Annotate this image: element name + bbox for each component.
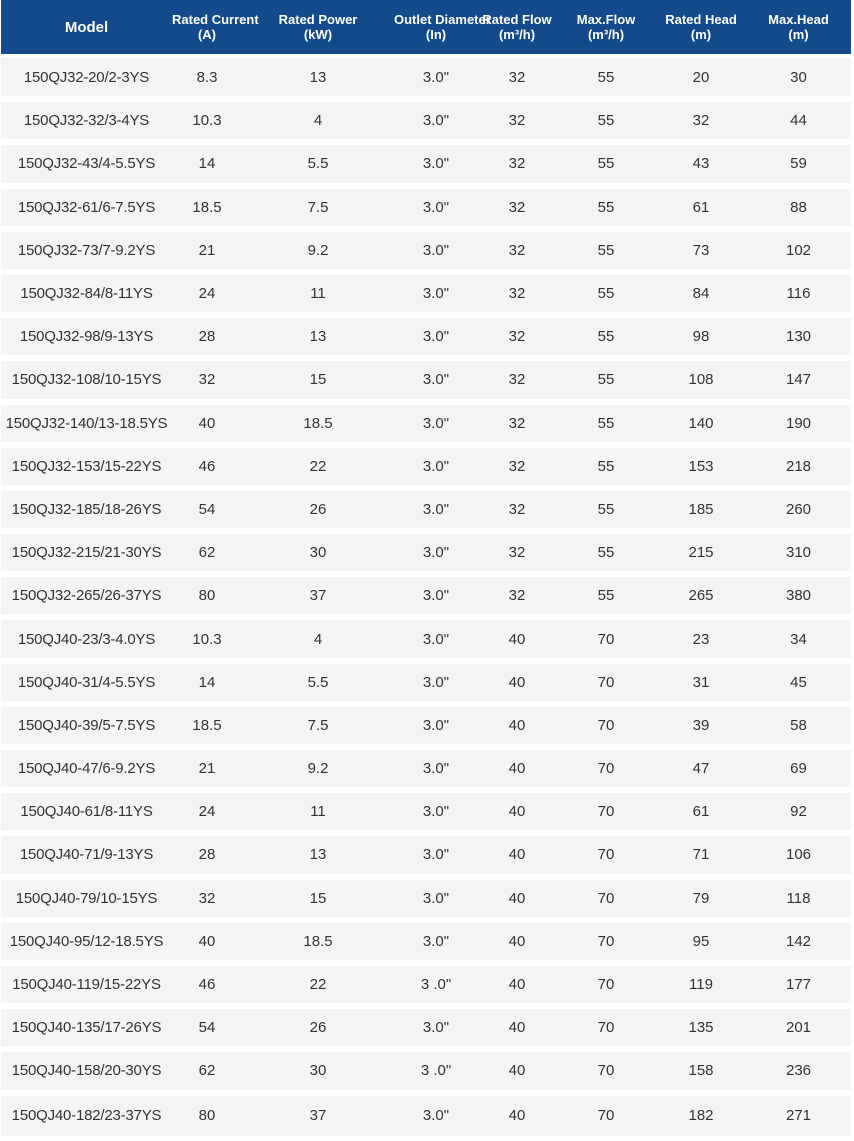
outlet-diameter-cell: 3.0" bbox=[394, 531, 478, 574]
outlet-diameter-cell: 3.0" bbox=[394, 1093, 478, 1136]
rated-power-cell: 15 bbox=[242, 358, 394, 401]
rated-flow-cell: 32 bbox=[478, 445, 556, 488]
rated-current-cell: 62 bbox=[172, 1049, 242, 1092]
max-head-header-label: Max.Head bbox=[768, 12, 829, 27]
rated-flow-header-unit: (m³/h) bbox=[498, 27, 536, 42]
rated-power-cell: 26 bbox=[242, 488, 394, 531]
rated-power-cell: 7.5 bbox=[242, 186, 394, 229]
model-cell: 150QJ32-43/4-5.5YS bbox=[1, 142, 172, 185]
max-flow-cell: 55 bbox=[556, 315, 656, 358]
rated-head-cell: 43 bbox=[656, 142, 746, 185]
max-head-header bbox=[746, 0, 851, 56]
max-flow-cell: 70 bbox=[556, 790, 656, 833]
model-cell: 150QJ32-108/10-15YS bbox=[1, 358, 172, 401]
max-flow-cell: 55 bbox=[556, 402, 656, 445]
rated-flow-cell: 32 bbox=[478, 186, 556, 229]
rated-flow-cell: 40 bbox=[478, 963, 556, 1006]
max-head-cell: 271 bbox=[746, 1093, 851, 1136]
rated-current-cell: 54 bbox=[172, 1006, 242, 1049]
rated-head-header-unit: (m) bbox=[690, 27, 712, 42]
rated-current-cell: 14 bbox=[172, 142, 242, 185]
rated-current-cell: 14 bbox=[172, 661, 242, 704]
rated-flow-cell: 40 bbox=[478, 1049, 556, 1092]
model-cell: 150QJ32-140/13-18.5YS bbox=[1, 402, 172, 445]
max-head-cell: 102 bbox=[746, 229, 851, 272]
rated-head-cell: 79 bbox=[656, 877, 746, 920]
rated-flow-header-label: Rated Flow bbox=[482, 12, 552, 27]
model-cell: 150QJ32-84/8-11YS bbox=[1, 272, 172, 315]
rated-flow-cell: 32 bbox=[478, 229, 556, 272]
rated-head-cell: 61 bbox=[656, 186, 746, 229]
max-head-cell: 44 bbox=[746, 99, 851, 142]
outlet-diameter-header-unit: (In) bbox=[425, 27, 447, 42]
rated-current-header-label: Rated Current bbox=[172, 12, 259, 27]
rated-head-header-label: Rated Head bbox=[665, 12, 737, 27]
max-flow-cell: 55 bbox=[556, 229, 656, 272]
outlet-diameter-cell: 3.0" bbox=[394, 402, 478, 445]
rated-current-header bbox=[172, 0, 259, 56]
model-cell: 150QJ40-71/9-13YS bbox=[1, 833, 172, 876]
rated-power-cell: 15 bbox=[242, 877, 394, 920]
rated-flow-cell: 40 bbox=[478, 920, 556, 963]
table-row bbox=[1, 315, 851, 358]
rated-power-cell: 9.2 bbox=[242, 747, 394, 790]
max-flow-cell: 55 bbox=[556, 358, 656, 401]
max-head-cell: 260 bbox=[746, 488, 851, 531]
rated-power-cell: 11 bbox=[242, 272, 394, 315]
rated-head-cell: 23 bbox=[656, 617, 746, 660]
outlet-diameter-cell: 3.0" bbox=[394, 1006, 478, 1049]
rated-current-cell: 46 bbox=[172, 963, 242, 1006]
rated-head-cell: 31 bbox=[656, 661, 746, 704]
max-flow-cell: 70 bbox=[556, 1049, 656, 1092]
rated-current-cell: 10.3 bbox=[172, 617, 242, 660]
max-flow-cell: 70 bbox=[556, 1093, 656, 1136]
rated-current-cell: 32 bbox=[172, 358, 242, 401]
max-flow-cell: 70 bbox=[556, 661, 656, 704]
rated-current-cell: 18.5 bbox=[172, 704, 242, 747]
model-header bbox=[1, 0, 172, 56]
table-row bbox=[1, 1049, 851, 1092]
model-cell: 150QJ40-47/6-9.2YS bbox=[1, 747, 172, 790]
rated-head-cell: 84 bbox=[656, 272, 746, 315]
model-cell: 150QJ32-98/9-13YS bbox=[1, 315, 172, 358]
rated-power-cell: 18.5 bbox=[242, 402, 394, 445]
outlet-diameter-cell: 3.0" bbox=[394, 445, 478, 488]
outlet-diameter-cell: 3.0" bbox=[394, 877, 478, 920]
max-flow-cell: 55 bbox=[556, 272, 656, 315]
rated-flow-cell: 32 bbox=[478, 272, 556, 315]
outlet-diameter-cell: 3.0" bbox=[394, 617, 478, 660]
table-row bbox=[1, 488, 851, 531]
rated-flow-cell: 40 bbox=[478, 877, 556, 920]
outlet-diameter-cell: 3.0" bbox=[394, 99, 478, 142]
rated-power-cell: 13 bbox=[242, 833, 394, 876]
max-head-cell: 116 bbox=[746, 272, 851, 315]
model-cell: 150QJ32-61/6-7.5YS bbox=[1, 186, 172, 229]
rated-flow-cell: 32 bbox=[478, 402, 556, 445]
outlet-diameter-cell: 3.0" bbox=[394, 358, 478, 401]
max-head-header-unit: (m) bbox=[788, 27, 809, 42]
table-header bbox=[1, 0, 851, 56]
model-cell: 150QJ40-61/8-11YS bbox=[1, 790, 172, 833]
model-cell: 150QJ32-215/21-30YS bbox=[1, 531, 172, 574]
rated-flow-cell: 40 bbox=[478, 661, 556, 704]
outlet-diameter-cell: 3.0" bbox=[394, 790, 478, 833]
outlet-diameter-cell: 3.0" bbox=[394, 704, 478, 747]
model-cell: 150QJ40-79/10-15YS bbox=[1, 877, 172, 920]
table-row bbox=[1, 56, 851, 99]
table-row bbox=[1, 704, 851, 747]
rated-power-header-label: Rated Power bbox=[278, 12, 358, 27]
model-cell: 150QJ32-20/2-3YS bbox=[1, 56, 172, 99]
table-row bbox=[1, 186, 851, 229]
rated-flow-cell: 40 bbox=[478, 790, 556, 833]
table-row bbox=[1, 1006, 851, 1049]
rated-power-cell: 11 bbox=[242, 790, 394, 833]
rated-head-cell: 71 bbox=[656, 833, 746, 876]
rated-current-cell: 10.3 bbox=[172, 99, 242, 142]
rated-head-cell: 182 bbox=[656, 1093, 746, 1136]
rated-head-cell: 39 bbox=[656, 704, 746, 747]
table-row bbox=[1, 272, 851, 315]
rated-flow-cell: 32 bbox=[478, 142, 556, 185]
rated-head-cell: 32 bbox=[656, 99, 746, 142]
rated-power-cell: 9.2 bbox=[242, 229, 394, 272]
rated-current-cell: 24 bbox=[172, 790, 242, 833]
table-row bbox=[1, 790, 851, 833]
rated-flow-cell: 40 bbox=[478, 704, 556, 747]
rated-current-cell: 28 bbox=[172, 833, 242, 876]
max-head-cell: 88 bbox=[746, 186, 851, 229]
outlet-diameter-cell: 3 .0" bbox=[394, 963, 478, 1006]
max-head-cell: 58 bbox=[746, 704, 851, 747]
model-cell: 150QJ32-185/18-26YS bbox=[1, 488, 172, 531]
rated-current-cell: 80 bbox=[172, 1093, 242, 1136]
outlet-diameter-header-label: Outlet Diameter bbox=[394, 12, 491, 27]
model-cell: 150QJ32-153/15-22YS bbox=[1, 445, 172, 488]
max-head-cell: 201 bbox=[746, 1006, 851, 1049]
max-flow-header-label: Max.Flow bbox=[576, 12, 636, 27]
max-head-cell: 118 bbox=[746, 877, 851, 920]
outlet-diameter-cell: 3.0" bbox=[394, 315, 478, 358]
outlet-diameter-cell: 3.0" bbox=[394, 488, 478, 531]
max-head-cell: 177 bbox=[746, 963, 851, 1006]
max-flow-cell: 55 bbox=[556, 56, 656, 99]
rated-power-cell: 26 bbox=[242, 1006, 394, 1049]
max-head-cell: 218 bbox=[746, 445, 851, 488]
outlet-diameter-cell: 3.0" bbox=[394, 186, 478, 229]
outlet-diameter-cell: 3.0" bbox=[394, 833, 478, 876]
model-cell: 150QJ40-119/15-22YS bbox=[1, 963, 172, 1006]
rated-power-cell: 22 bbox=[242, 445, 394, 488]
max-head-cell: 310 bbox=[746, 531, 851, 574]
max-head-cell: 30 bbox=[746, 56, 851, 99]
rated-power-cell: 5.5 bbox=[242, 142, 394, 185]
outlet-diameter-header bbox=[394, 0, 491, 56]
max-flow-cell: 55 bbox=[556, 488, 656, 531]
rated-head-cell: 265 bbox=[656, 574, 746, 617]
table-row bbox=[1, 142, 851, 185]
rated-flow-cell: 32 bbox=[478, 56, 556, 99]
rated-head-cell: 47 bbox=[656, 747, 746, 790]
rated-power-cell: 4 bbox=[242, 617, 394, 660]
table-row bbox=[1, 402, 851, 445]
rated-power-cell: 37 bbox=[242, 1093, 394, 1136]
max-flow-cell: 55 bbox=[556, 99, 656, 142]
table-row bbox=[1, 617, 851, 660]
table-body bbox=[1, 56, 851, 1136]
rated-current-cell: 21 bbox=[172, 229, 242, 272]
model-cell: 150QJ32-32/3-4YS bbox=[1, 99, 172, 142]
max-flow-cell: 70 bbox=[556, 833, 656, 876]
table-row bbox=[1, 963, 851, 1006]
table-row bbox=[1, 531, 851, 574]
rated-power-cell: 7.5 bbox=[242, 704, 394, 747]
table-row bbox=[1, 574, 851, 617]
rated-power-cell: 30 bbox=[242, 531, 394, 574]
rated-power-cell: 37 bbox=[242, 574, 394, 617]
rated-power-cell: 30 bbox=[242, 1049, 394, 1092]
rated-flow-cell: 40 bbox=[478, 1093, 556, 1136]
outlet-diameter-cell: 3.0" bbox=[394, 574, 478, 617]
outlet-diameter-cell: 3.0" bbox=[394, 229, 478, 272]
max-flow-cell: 70 bbox=[556, 747, 656, 790]
rated-flow-header bbox=[478, 0, 556, 56]
rated-current-cell: 40 bbox=[172, 402, 242, 445]
outlet-diameter-cell: 3.0" bbox=[394, 272, 478, 315]
outlet-diameter-cell: 3.0" bbox=[394, 920, 478, 963]
max-head-cell: 69 bbox=[746, 747, 851, 790]
rated-flow-cell: 32 bbox=[478, 99, 556, 142]
max-head-cell: 130 bbox=[746, 315, 851, 358]
rated-flow-cell: 32 bbox=[478, 531, 556, 574]
rated-head-cell: 158 bbox=[656, 1049, 746, 1092]
model-cell: 150QJ40-39/5-7.5YS bbox=[1, 704, 172, 747]
max-flow-cell: 70 bbox=[556, 877, 656, 920]
table-row bbox=[1, 1093, 851, 1136]
rated-current-cell: 62 bbox=[172, 531, 242, 574]
rated-power-cell: 5.5 bbox=[242, 661, 394, 704]
rated-head-cell: 140 bbox=[656, 402, 746, 445]
max-flow-cell: 55 bbox=[556, 142, 656, 185]
model-cell: 150QJ40-95/12-18.5YS bbox=[1, 920, 172, 963]
table-row bbox=[1, 358, 851, 401]
table-row bbox=[1, 747, 851, 790]
rated-current-cell: 18.5 bbox=[172, 186, 242, 229]
outlet-diameter-cell: 3 .0" bbox=[394, 1049, 478, 1092]
max-flow-cell: 70 bbox=[556, 1006, 656, 1049]
rated-current-cell: 40 bbox=[172, 920, 242, 963]
outlet-diameter-cell: 3.0" bbox=[394, 747, 478, 790]
table-row bbox=[1, 920, 851, 963]
rated-current-cell: 21 bbox=[172, 747, 242, 790]
max-flow-cell: 55 bbox=[556, 186, 656, 229]
model-cell: 150QJ40-135/17-26YS bbox=[1, 1006, 172, 1049]
rated-flow-cell: 32 bbox=[478, 315, 556, 358]
model-cell: 150QJ40-23/3-4.0YS bbox=[1, 617, 172, 660]
table-row bbox=[1, 833, 851, 876]
rated-current-cell: 54 bbox=[172, 488, 242, 531]
rated-current-cell: 28 bbox=[172, 315, 242, 358]
rated-head-cell: 20 bbox=[656, 56, 746, 99]
max-flow-cell: 55 bbox=[556, 574, 656, 617]
rated-head-cell: 153 bbox=[656, 445, 746, 488]
max-head-cell: 45 bbox=[746, 661, 851, 704]
max-head-cell: 236 bbox=[746, 1049, 851, 1092]
outlet-diameter-cell: 3.0" bbox=[394, 661, 478, 704]
rated-head-cell: 119 bbox=[656, 963, 746, 1006]
table-row bbox=[1, 229, 851, 272]
model-cell: 150QJ40-31/4-5.5YS bbox=[1, 661, 172, 704]
rated-head-cell: 61 bbox=[656, 790, 746, 833]
rated-power-cell: 13 bbox=[242, 315, 394, 358]
rated-current-cell: 8.3 bbox=[172, 56, 242, 99]
rated-head-cell: 215 bbox=[656, 531, 746, 574]
rated-current-cell: 24 bbox=[172, 272, 242, 315]
header-row bbox=[1, 0, 851, 56]
max-flow-cell: 70 bbox=[556, 920, 656, 963]
max-flow-cell: 70 bbox=[556, 704, 656, 747]
max-head-cell: 92 bbox=[746, 790, 851, 833]
model-cell: 150QJ32-265/26-37YS bbox=[1, 574, 172, 617]
rated-power-cell: 13 bbox=[242, 56, 394, 99]
max-flow-header-unit: (m³/h) bbox=[587, 27, 625, 42]
rated-flow-cell: 32 bbox=[478, 488, 556, 531]
model-cell: 150QJ32-73/7-9.2YS bbox=[1, 229, 172, 272]
rated-flow-cell: 40 bbox=[478, 747, 556, 790]
max-head-cell: 190 bbox=[746, 402, 851, 445]
max-flow-cell: 70 bbox=[556, 617, 656, 660]
rated-flow-cell: 40 bbox=[478, 833, 556, 876]
table-row bbox=[1, 877, 851, 920]
rated-power-cell: 18.5 bbox=[242, 920, 394, 963]
rated-current-header-unit: (A) bbox=[197, 27, 217, 42]
max-flow-cell: 55 bbox=[556, 445, 656, 488]
max-head-cell: 34 bbox=[746, 617, 851, 660]
model-header-label: Model bbox=[64, 18, 109, 36]
rated-current-cell: 32 bbox=[172, 877, 242, 920]
rated-flow-cell: 32 bbox=[478, 358, 556, 401]
table-row bbox=[1, 661, 851, 704]
table-row bbox=[1, 445, 851, 488]
rated-head-cell: 185 bbox=[656, 488, 746, 531]
rated-power-header-unit: (kW) bbox=[303, 27, 333, 42]
max-head-cell: 380 bbox=[746, 574, 851, 617]
rated-flow-cell: 32 bbox=[478, 574, 556, 617]
outlet-diameter-cell: 3.0" bbox=[394, 142, 478, 185]
rated-power-header bbox=[242, 0, 394, 56]
max-head-cell: 147 bbox=[746, 358, 851, 401]
model-cell: 150QJ40-158/20-30YS bbox=[1, 1049, 172, 1092]
rated-current-cell: 46 bbox=[172, 445, 242, 488]
rated-head-cell: 73 bbox=[656, 229, 746, 272]
pump-spec-table bbox=[1, 0, 851, 1136]
max-flow-header bbox=[556, 0, 656, 56]
rated-flow-cell: 40 bbox=[478, 617, 556, 660]
outlet-diameter-cell: 3.0" bbox=[394, 56, 478, 99]
rated-head-cell: 95 bbox=[656, 920, 746, 963]
max-flow-cell: 55 bbox=[556, 531, 656, 574]
table-row bbox=[1, 99, 851, 142]
max-flow-cell: 70 bbox=[556, 963, 656, 1006]
rated-head-cell: 135 bbox=[656, 1006, 746, 1049]
rated-current-cell: 80 bbox=[172, 574, 242, 617]
max-head-cell: 142 bbox=[746, 920, 851, 963]
max-head-cell: 106 bbox=[746, 833, 851, 876]
rated-head-cell: 108 bbox=[656, 358, 746, 401]
rated-power-cell: 4 bbox=[242, 99, 394, 142]
rated-power-cell: 22 bbox=[242, 963, 394, 1006]
rated-head-cell: 98 bbox=[656, 315, 746, 358]
rated-head-header bbox=[656, 0, 746, 56]
max-head-cell: 59 bbox=[746, 142, 851, 185]
rated-flow-cell: 40 bbox=[478, 1006, 556, 1049]
model-cell: 150QJ40-182/23-37YS bbox=[1, 1093, 172, 1136]
